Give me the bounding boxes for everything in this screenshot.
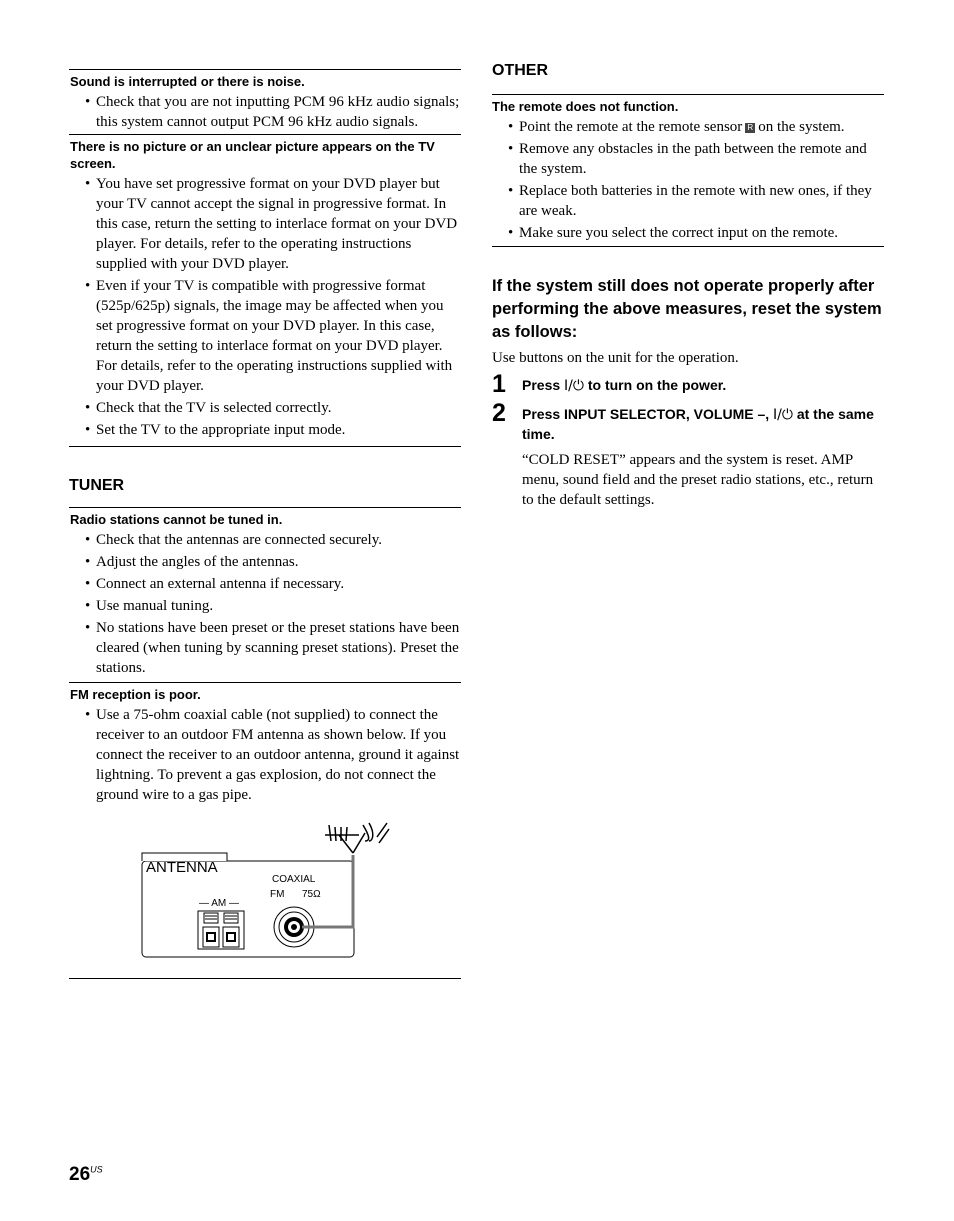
divider (69, 682, 461, 683)
antenna-connection-diagram (69, 819, 461, 959)
list-fm (69, 705, 461, 805)
reset-intro: Use buttons on the unit for the operation. (492, 350, 739, 366)
list-item: • Remove any obstacles in the path between the remote and the system. (508, 141, 867, 177)
section-heading-tuner: TUNER (69, 477, 125, 494)
divider (69, 69, 461, 70)
list-tuning (69, 530, 461, 678)
list-item: • Make sure you select the correct input on the remote. (508, 225, 839, 241)
list-item: • You have set progressive format on your DVD player but your TV cannot accept the signal in progressive format. In this case, return the setting to interlace format on your DVD player. For details, refer to the operating instructions supplied with your DVD player. (85, 176, 458, 272)
fm-label: FM (270, 889, 285, 900)
q-fm-reception: FM reception is poor. (70, 687, 201, 702)
list-item: • Check that the antennas are connected securely. (85, 532, 382, 548)
list-item: • Use a 75-ohm coaxial cable (not supplied) to connect the receiver to an outdoor FM antenna as shown below. If you connect the receiver to an outdoor antenna, ground it against lightning. To prevent a gas explosion, do not connect the ground wire to a gas pipe. (85, 707, 460, 803)
section-heading-other: OTHER (492, 62, 548, 79)
power-icon: I/⏻ (773, 407, 793, 423)
list-item: • Even if your TV is compatible with progressive format (525p/625p) signals, the image may be affected when you set progressive format on your DVD player. In this case, return the setting to interlace format on your DVD player. For details, refer to the operating instructions supplied with your DVD player. (85, 278, 453, 394)
step-number: 2 (492, 399, 506, 427)
list-item: • Point the remote at the remote sensor R on the system. (508, 119, 845, 135)
q-stations-not-tuned: Radio stations cannot be tuned in. (70, 512, 283, 527)
list-item: • Check that the TV is selected correctly. (85, 400, 332, 416)
left-column (69, 69, 461, 979)
list-item: • Set the TV to the appropriate input mode. (85, 422, 346, 438)
divider (492, 94, 884, 95)
step-2-body: “COLD RESET” appears and the system is reset. AMP menu, sound field and the preset radio stations, etc., return to the default settings. (522, 452, 874, 508)
remote-sensor-icon: R (745, 123, 755, 133)
list-sound (69, 92, 461, 132)
list-picture (69, 174, 461, 440)
step-number: 1 (492, 370, 506, 398)
list-item: • Connect an external antenna if necessary. (85, 576, 345, 592)
q-remote-not-function: The remote does not function. (492, 99, 679, 114)
power-icon: I/⏻ (564, 378, 584, 394)
list-item: • Use manual tuning. (85, 598, 214, 614)
outdoor-fm-antenna-icon (325, 823, 389, 853)
page-number: $26^{US}$ (69, 1164, 103, 1185)
step-2: 2 Press INPUT SELECTOR, VOLUME –, I/⏻ at the same time. “COLD RESET” appears and the system is reset. AMP menu, sound field and the preset radio stations, etc., return to the default settings. (492, 401, 884, 510)
ohm-label: 75Ω (302, 889, 321, 900)
divider (69, 978, 461, 979)
list-item: • Check that you are not inputting PCM 96 kHz audio signals; this system cannot output PCM 96 kHz audio signals. (85, 94, 460, 130)
step-1: 1 Press I/⏻ to turn on the power. (492, 370, 727, 398)
list-item: • Replace both batteries in the remote with new ones, if they are weak. (508, 183, 872, 219)
q-sound-interrupted: Sound is interrupted or there is noise. (70, 74, 305, 89)
am-label: — AM — (199, 898, 240, 909)
divider (69, 134, 461, 135)
q-no-picture: There is no picture or an unclear picture appears on the TV screen. (70, 139, 435, 171)
right-column (492, 62, 884, 510)
antenna-label: ANTENNA (146, 859, 218, 876)
list-item: • Adjust the angles of the antennas. (85, 554, 299, 570)
reset-heading: If the system still does not operate properly after performing the above measures, reset the system as follows: (492, 277, 882, 341)
am-terminal-icon (198, 911, 244, 949)
coaxial-label: COAXIAL (272, 874, 316, 885)
divider (69, 507, 461, 508)
list-remote (492, 117, 884, 243)
list-item: • No stations have been preset or the preset stations have been cleared (when tuning by scanning preset stations). Preset the stations. (85, 620, 460, 676)
